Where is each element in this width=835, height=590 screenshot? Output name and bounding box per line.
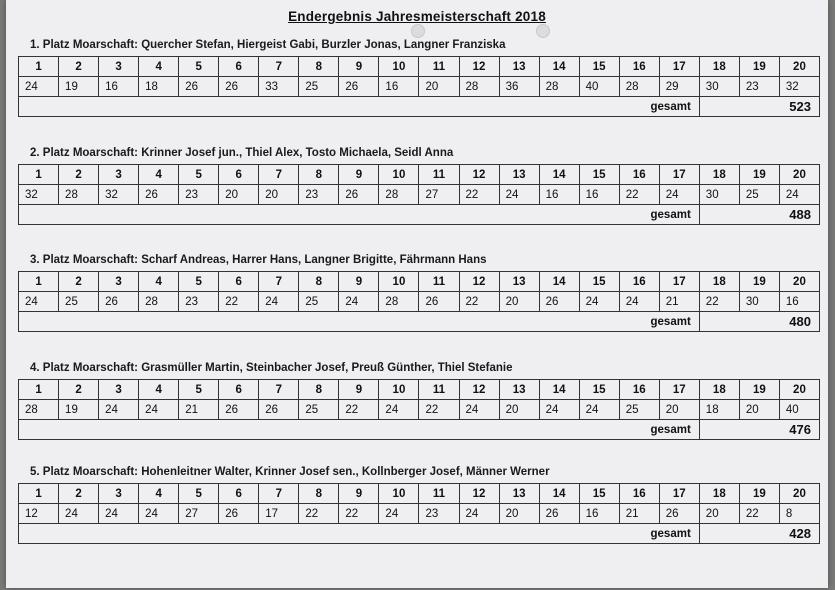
round-header: 14 [539, 484, 579, 504]
total-label: gesamt [19, 205, 700, 225]
total-label: gesamt [19, 312, 700, 332]
round-header: 9 [339, 272, 379, 292]
round-header: 14 [539, 272, 579, 292]
total-label: gesamt [19, 524, 700, 544]
round-score: 25 [299, 400, 339, 420]
round-header: 5 [179, 165, 219, 185]
round-score: 12 [19, 504, 59, 524]
team-heading: 1. Platz Moarschaft: Quercher Stefan, Hiergeist Gabi, Burzler Jonas, Langner Franziska [30, 39, 506, 51]
team-heading: 5. Platz Moarschaft: Hohenleitner Walter, Krinner Josef sen., Kollnberger Josef, Männer Werner [30, 466, 550, 478]
round-header: 2 [59, 484, 99, 504]
round-header: 4 [139, 57, 179, 77]
round-header: 3 [99, 57, 139, 77]
round-score: 26 [339, 185, 379, 205]
round-score: 29 [659, 77, 699, 97]
round-header: 12 [459, 484, 499, 504]
round-header: 10 [379, 380, 419, 400]
round-score: 24 [579, 400, 619, 420]
round-header: 18 [699, 484, 739, 504]
round-header: 15 [579, 272, 619, 292]
round-score: 19 [59, 400, 99, 420]
round-score: 20 [259, 185, 299, 205]
round-header: 11 [419, 272, 459, 292]
total-label: gesamt [19, 420, 700, 440]
round-score: 19 [59, 77, 99, 97]
round-header: 11 [419, 380, 459, 400]
round-score: 30 [739, 292, 779, 312]
round-score: 24 [779, 185, 819, 205]
round-header: 16 [619, 380, 659, 400]
round-header: 11 [419, 165, 459, 185]
round-score: 22 [339, 504, 379, 524]
round-score: 20 [219, 185, 259, 205]
round-score: 27 [179, 504, 219, 524]
round-score: 17 [259, 504, 299, 524]
round-header: 11 [419, 57, 459, 77]
round-header: 16 [619, 484, 659, 504]
round-header: 20 [779, 380, 819, 400]
round-score: 8 [779, 504, 819, 524]
round-score: 26 [139, 185, 179, 205]
round-header: 4 [139, 272, 179, 292]
round-header: 13 [499, 165, 539, 185]
round-header: 17 [659, 484, 699, 504]
round-score: 24 [139, 400, 179, 420]
round-header: 14 [539, 57, 579, 77]
result-block [18, 361, 820, 440]
result-block [18, 253, 820, 332]
round-score: 24 [539, 400, 579, 420]
round-score: 21 [179, 400, 219, 420]
round-header: 6 [219, 484, 259, 504]
round-header: 8 [299, 165, 339, 185]
round-score: 28 [19, 400, 59, 420]
round-header: 12 [459, 57, 499, 77]
round-header: 2 [59, 57, 99, 77]
round-score: 22 [619, 185, 659, 205]
round-score: 24 [579, 292, 619, 312]
round-score: 24 [659, 185, 699, 205]
round-header: 15 [579, 165, 619, 185]
result-block [18, 465, 820, 544]
round-score: 28 [619, 77, 659, 97]
round-score: 16 [539, 185, 579, 205]
total-score: 480 [699, 312, 819, 332]
round-header: 10 [379, 272, 419, 292]
round-header: 19 [739, 380, 779, 400]
round-score: 26 [99, 292, 139, 312]
round-score: 24 [619, 292, 659, 312]
round-score: 20 [499, 504, 539, 524]
round-header: 14 [539, 165, 579, 185]
round-header: 17 [659, 57, 699, 77]
round-header: 7 [259, 380, 299, 400]
round-score: 22 [459, 292, 499, 312]
score-table [18, 164, 820, 225]
round-score: 24 [379, 400, 419, 420]
round-score: 21 [659, 292, 699, 312]
round-header: 8 [299, 484, 339, 504]
round-score: 26 [339, 77, 379, 97]
round-score: 23 [739, 77, 779, 97]
round-score: 24 [19, 292, 59, 312]
round-header: 15 [579, 57, 619, 77]
round-score: 25 [299, 77, 339, 97]
round-score: 28 [459, 77, 499, 97]
round-score: 24 [259, 292, 299, 312]
round-header: 16 [619, 272, 659, 292]
round-header: 2 [59, 272, 99, 292]
round-score: 30 [699, 77, 739, 97]
round-header: 7 [259, 165, 299, 185]
round-header: 15 [579, 380, 619, 400]
round-header: 3 [99, 380, 139, 400]
round-score: 24 [379, 504, 419, 524]
round-score: 23 [179, 185, 219, 205]
round-header: 10 [379, 57, 419, 77]
round-score: 26 [219, 400, 259, 420]
round-score: 28 [539, 77, 579, 97]
round-header: 17 [659, 380, 699, 400]
round-header: 13 [499, 484, 539, 504]
round-score: 24 [99, 504, 139, 524]
round-header: 1 [19, 57, 59, 77]
round-score: 22 [699, 292, 739, 312]
punch-hole [411, 24, 425, 38]
round-score: 25 [59, 292, 99, 312]
round-header: 19 [739, 272, 779, 292]
round-score: 20 [499, 400, 539, 420]
round-header: 18 [699, 165, 739, 185]
round-header: 20 [779, 57, 819, 77]
round-header: 12 [459, 380, 499, 400]
round-score: 16 [579, 504, 619, 524]
round-header: 18 [699, 380, 739, 400]
round-header: 19 [739, 165, 779, 185]
round-score: 26 [179, 77, 219, 97]
round-score: 20 [739, 400, 779, 420]
round-score: 24 [459, 400, 499, 420]
round-score: 26 [659, 504, 699, 524]
round-score: 26 [539, 504, 579, 524]
round-score: 23 [419, 504, 459, 524]
round-score: 22 [339, 400, 379, 420]
score-table [18, 483, 820, 544]
round-header: 9 [339, 484, 379, 504]
round-score: 20 [499, 292, 539, 312]
round-header: 13 [499, 57, 539, 77]
round-score: 22 [739, 504, 779, 524]
round-score: 22 [459, 185, 499, 205]
round-header: 10 [379, 484, 419, 504]
round-header: 8 [299, 272, 339, 292]
round-header: 14 [539, 380, 579, 400]
round-header: 3 [99, 165, 139, 185]
round-score: 24 [59, 504, 99, 524]
round-header: 16 [619, 57, 659, 77]
round-score: 26 [219, 77, 259, 97]
round-header: 5 [179, 272, 219, 292]
round-score: 26 [419, 292, 459, 312]
round-header: 20 [779, 165, 819, 185]
round-score: 28 [379, 292, 419, 312]
round-score: 16 [579, 185, 619, 205]
total-score: 476 [699, 420, 819, 440]
round-header: 2 [59, 380, 99, 400]
score-sheet [6, 0, 828, 588]
round-score: 24 [139, 504, 179, 524]
round-header: 6 [219, 272, 259, 292]
team-heading: 4. Platz Moarschaft: Grasmüller Martin, Steinbacher Josef, Preuß Günther, Thiel Stefanie [30, 362, 513, 374]
round-header: 19 [739, 57, 779, 77]
round-score: 25 [619, 400, 659, 420]
round-score: 24 [459, 504, 499, 524]
round-header: 12 [459, 272, 499, 292]
round-score: 40 [579, 77, 619, 97]
round-header: 8 [299, 57, 339, 77]
round-header: 6 [219, 380, 259, 400]
round-header: 17 [659, 272, 699, 292]
round-score: 20 [699, 504, 739, 524]
page-title: Endergebnis Jahresmeisterschaft 2018 [288, 9, 546, 24]
round-score: 24 [99, 400, 139, 420]
round-score: 27 [419, 185, 459, 205]
round-score: 24 [499, 185, 539, 205]
round-header: 7 [259, 484, 299, 504]
team-heading: 3. Platz Moarschaft: Scharf Andreas, Harrer Hans, Langner Brigitte, Fährmann Hans [30, 254, 487, 266]
round-header: 3 [99, 272, 139, 292]
round-header: 7 [259, 272, 299, 292]
round-score: 22 [299, 504, 339, 524]
round-score: 30 [699, 185, 739, 205]
round-score: 16 [99, 77, 139, 97]
round-score: 26 [539, 292, 579, 312]
round-score: 20 [419, 77, 459, 97]
round-header: 3 [99, 484, 139, 504]
round-header: 16 [619, 165, 659, 185]
round-header: 12 [459, 165, 499, 185]
round-score: 23 [179, 292, 219, 312]
round-score: 28 [139, 292, 179, 312]
score-table [18, 379, 820, 440]
round-score: 28 [379, 185, 419, 205]
round-score: 18 [139, 77, 179, 97]
round-header: 9 [339, 165, 379, 185]
round-header: 13 [499, 380, 539, 400]
round-header: 10 [379, 165, 419, 185]
round-header: 9 [339, 380, 379, 400]
round-header: 5 [179, 57, 219, 77]
round-score: 16 [779, 292, 819, 312]
round-score: 22 [219, 292, 259, 312]
round-score: 24 [339, 292, 379, 312]
round-header: 4 [139, 484, 179, 504]
round-score: 24 [19, 77, 59, 97]
round-header: 15 [579, 484, 619, 504]
result-block [18, 38, 820, 117]
total-label: gesamt [19, 97, 700, 117]
total-score: 428 [699, 524, 819, 544]
round-header: 1 [19, 272, 59, 292]
round-score: 33 [259, 77, 299, 97]
round-score: 21 [619, 504, 659, 524]
round-score: 32 [99, 185, 139, 205]
round-header: 1 [19, 484, 59, 504]
round-header: 19 [739, 484, 779, 504]
round-score: 23 [299, 185, 339, 205]
round-score: 16 [379, 77, 419, 97]
round-header: 1 [19, 165, 59, 185]
round-header: 4 [139, 380, 179, 400]
round-score: 25 [299, 292, 339, 312]
round-score: 40 [779, 400, 819, 420]
score-table [18, 271, 820, 332]
round-header: 9 [339, 57, 379, 77]
round-header: 13 [499, 272, 539, 292]
round-header: 7 [259, 57, 299, 77]
round-header: 8 [299, 380, 339, 400]
round-header: 18 [699, 57, 739, 77]
punch-hole [536, 24, 550, 38]
total-score: 523 [699, 97, 819, 117]
round-header: 5 [179, 380, 219, 400]
result-block [18, 146, 820, 225]
round-score: 28 [59, 185, 99, 205]
round-score: 26 [219, 504, 259, 524]
round-score: 32 [779, 77, 819, 97]
round-score: 25 [739, 185, 779, 205]
round-score: 32 [19, 185, 59, 205]
round-header: 6 [219, 165, 259, 185]
round-score: 20 [659, 400, 699, 420]
round-header: 20 [779, 484, 819, 504]
round-header: 17 [659, 165, 699, 185]
round-score: 26 [259, 400, 299, 420]
round-score: 36 [499, 77, 539, 97]
total-score: 488 [699, 205, 819, 225]
team-heading: 2. Platz Moarschaft: Krinner Josef jun., Thiel Alex, Tosto Michaela, Seidl Anna [30, 147, 454, 159]
round-header: 20 [779, 272, 819, 292]
round-header: 2 [59, 165, 99, 185]
round-score: 18 [699, 400, 739, 420]
round-header: 18 [699, 272, 739, 292]
round-header: 6 [219, 57, 259, 77]
round-header: 11 [419, 484, 459, 504]
round-header: 5 [179, 484, 219, 504]
score-table [18, 56, 820, 117]
round-header: 4 [139, 165, 179, 185]
round-score: 22 [419, 400, 459, 420]
round-header: 1 [19, 380, 59, 400]
